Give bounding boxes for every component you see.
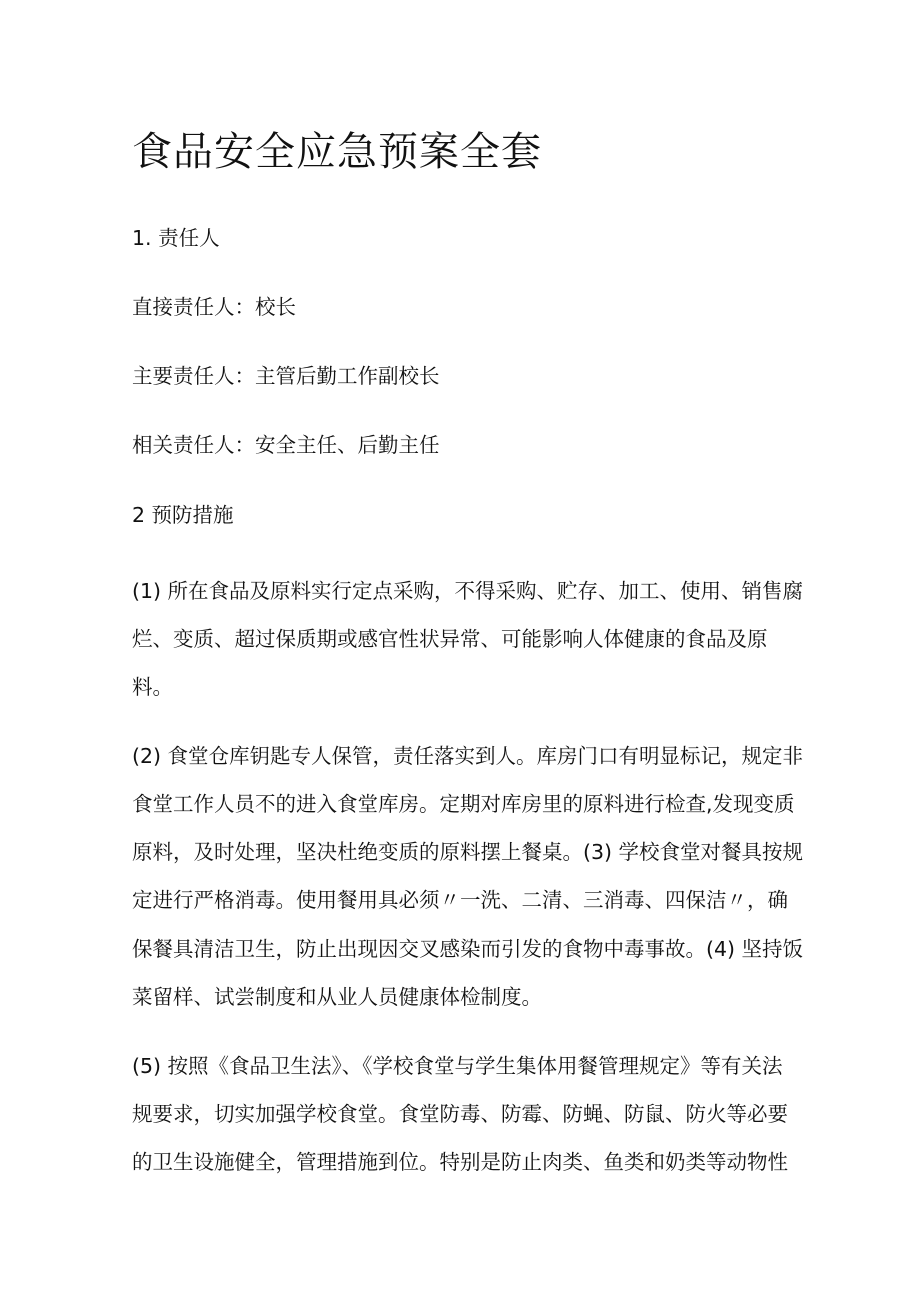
paragraph-3-line-2: 规要求，切实加强学校食堂。食堂防毒、防霉、防蝇、防鼠、防火等必要: [132, 1102, 788, 1126]
paragraph-2-line-1: (2) 食堂仓库钥匙专人保管，责任落实到人。库房门口有明显标记，规定非: [132, 744, 804, 768]
document-title: 食品安全应急预案全套: [132, 129, 542, 175]
main-responsible-line: 主要责任人：主管后勤工作副校长: [132, 364, 440, 388]
paragraph-2-line-6: 菜留样、试尝制度和从业人员健康体检制度。: [132, 985, 542, 1009]
section-heading-prevention: 2 预防措施: [132, 503, 234, 527]
paragraph-2-line-2: 食堂工作人员不的进入食堂库房。定期对库房里的原料进行检查,发现变质: [132, 792, 795, 816]
paragraph-1-line-1: (1) 所在食品及原料实行定点采购，不得采购、贮存、加工、使用、销售腐: [132, 579, 804, 603]
paragraph-2-line-5: 保餐具清洁卫生，防止出现因交叉感染而引发的食物中毒事故。(4) 坚持饭: [132, 937, 804, 961]
paragraph-1-line-2: 烂、变质、超过保质期或感官性状异常、可能影响人体健康的食品及原: [132, 627, 768, 651]
paragraph-2-line-4: 定进行严格消毒。使用餐用具必须〃一洗、二清、三消毒、四保洁〃，确: [132, 888, 788, 912]
paragraph-3-line-1: (5) 按照《食品卫生法》、《学校食堂与学生集体用餐管理规定》等有关法: [132, 1054, 783, 1078]
section-heading-responsible-persons: 1. 责任人: [132, 226, 220, 250]
paragraph-1-line-3: 料。: [132, 675, 173, 699]
paragraph-3-line-3: 的卫生设施健全，管理措施到位。特别是防止肉类、鱼类和奶类等动物性: [132, 1150, 788, 1174]
paragraph-2-line-3: 原料，及时处理，坚决杜绝变质的原料摆上餐桌。(3) 学校食堂对餐具按规: [132, 840, 804, 864]
direct-responsible-line: 直接责任人：校长: [132, 295, 296, 319]
related-responsible-line: 相关责任人：安全主任、后勤主任: [132, 433, 440, 457]
